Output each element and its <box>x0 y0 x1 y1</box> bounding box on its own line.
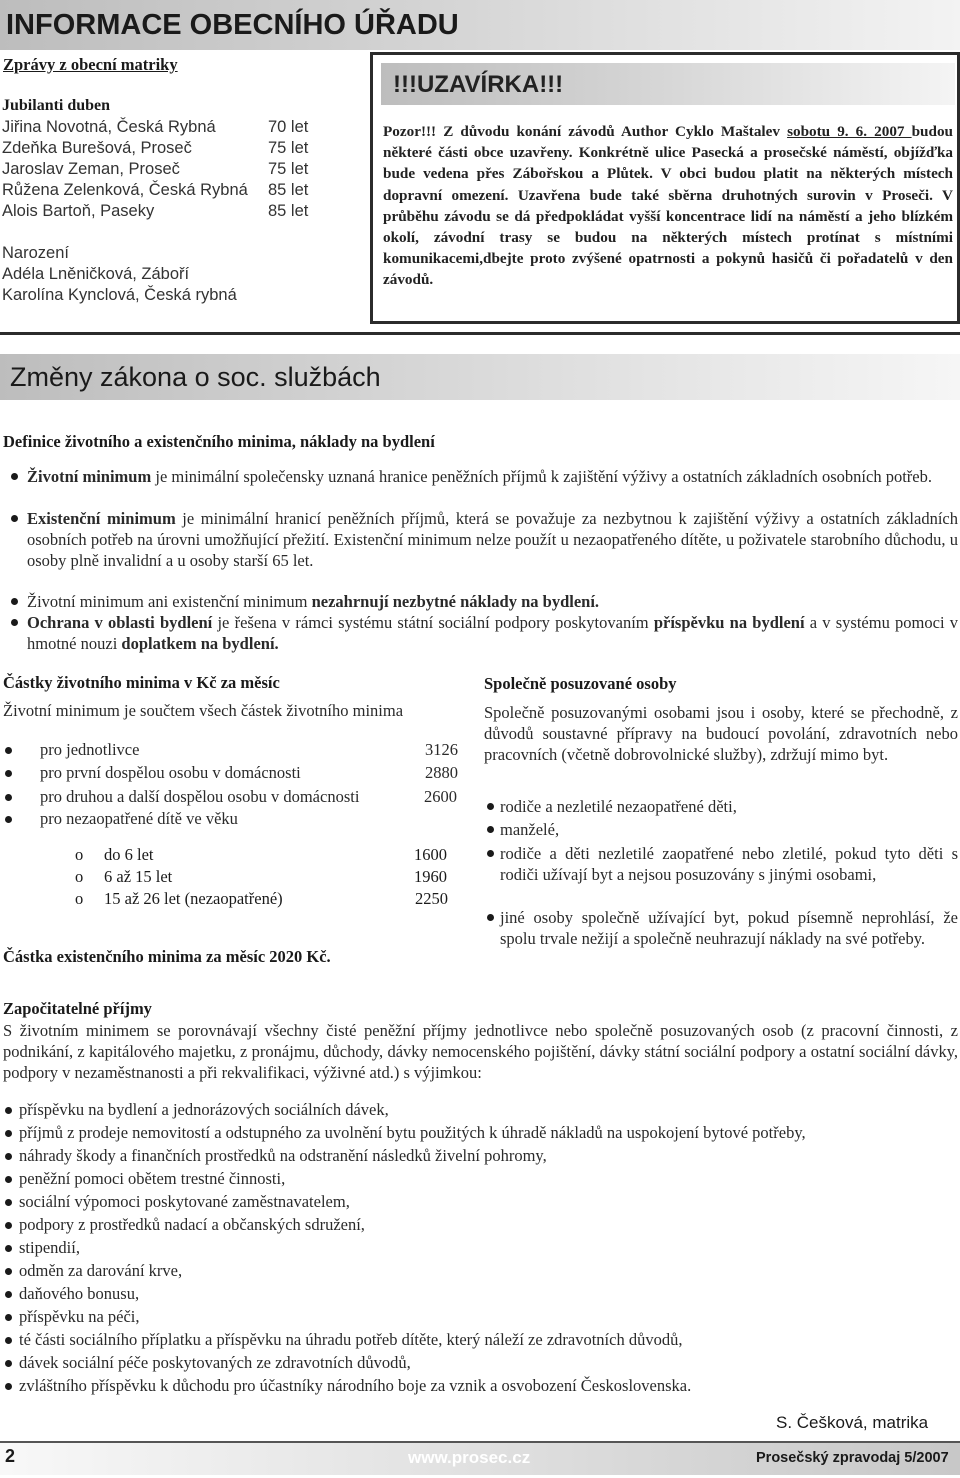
age-bracket-label: 6 až 15 let <box>104 867 173 886</box>
joint-person-item: jiné osoby společně užívající byt, pokud písemně neprohlásí, že spolu trvale nežijí a společně neuhrazují náklady na své potřeby. <box>500 908 958 948</box>
term-bold: Životní minimum <box>27 467 152 486</box>
closure-title-bar <box>381 63 955 105</box>
bullet-icon <box>5 794 12 801</box>
housing-protection-note <box>27 612 958 654</box>
definition-text: je minimální hranicí peněžních příjmů, která se považuje za nezbytnou k zajištění výživy a ostatních základních osobních potřeb na úrovni umožňující přežití. Existenční minimum nelze použít u nezaopatřeného dítěte, u poživatele starobního důchodu, u osoby plně invalidní a u osoby starší 65 let. <box>27 509 958 570</box>
publication-name: Prosečský zpravodaj 5/2007 <box>756 1450 949 1466</box>
bullet-icon <box>5 1222 12 1229</box>
amount-value: 2880 <box>425 763 458 782</box>
definition-living-minimum <box>27 466 958 487</box>
joint-person-item: manželé, <box>500 820 560 839</box>
bullet-icon <box>5 816 12 823</box>
jubilee-name: Jiřina Novotná, Česká Rybná <box>2 118 216 136</box>
note-text: je řešena v rámci systému státní sociální podpory poskytovaním <box>212 613 654 632</box>
definition-heading: Definice životního a existenčního minima, náklady na bydlení <box>3 432 435 451</box>
amount-label: pro jednotlivce <box>40 740 140 759</box>
bullet-icon <box>487 914 494 921</box>
income-exception: odměn za darování krve, <box>19 1261 183 1280</box>
age-bracket-value: 1600 <box>414 845 447 864</box>
bullet-icon <box>11 598 18 605</box>
housing-costs-note <box>27 591 958 612</box>
sub-marker: o <box>75 845 84 864</box>
closure-notice-box <box>370 52 960 324</box>
amounts-heading: Částky životního minima v Kč za měsíc <box>3 673 280 692</box>
age-bracket-value: 2250 <box>415 889 448 908</box>
age-bracket-label: do 6 let <box>104 845 154 864</box>
joint-persons-heading: Společně posuzované osoby <box>484 674 677 693</box>
bullet-icon <box>5 1130 12 1137</box>
bullet-icon <box>11 473 18 480</box>
amount-label: pro druhou a další dospělou osobu v domácnosti <box>40 787 360 806</box>
income-exception: zvláštního příspěvku k důchodu pro účastníky národního boje za vznik a osvobození Československa. <box>19 1376 692 1395</box>
closure-text-part: Pozor!!! Z důvodu konání závodů Author Cyklo Maštalev <box>383 123 788 140</box>
term-bold: Existenční minimum <box>27 509 176 528</box>
age-bracket-label: 15 až 26 let (nezaopatřené) <box>104 889 283 908</box>
note-text: a v systému pomoci v hmotné nouzi <box>27 613 959 653</box>
bullet-icon <box>5 1176 12 1183</box>
bullet-icon <box>5 770 12 777</box>
signature: S. Češková, matrika <box>776 1413 929 1432</box>
income-exception: stipendií, <box>19 1238 80 1257</box>
note-text: Životní minimum ani existenční minimum <box>27 592 312 611</box>
note-bold: nezahrnují nezbytné náklady na bydlení. <box>311 592 600 611</box>
birth-entry: Karolína Kynclová, Česká rybná <box>2 286 237 304</box>
closure-date: sobotu 9. 6. 2007 <box>787 123 912 140</box>
jubilee-heading: Jubilanti duben <box>2 97 111 114</box>
definition-existence-minimum <box>27 508 958 571</box>
income-heading: Započitatelné příjmy <box>3 999 152 1018</box>
joint-person-item: rodiče a nezletilé nezaopatřené děti, <box>500 797 737 816</box>
closure-title: !!!UZAVÍRKA!!! <box>393 71 564 98</box>
bullet-icon <box>5 1268 12 1275</box>
sub-marker: o <box>75 867 84 886</box>
bullet-icon <box>487 803 494 810</box>
amount-value: 2600 <box>424 787 457 806</box>
income-exception: peněžní pomoci obětem trestné činnosti, <box>19 1169 286 1188</box>
income-exception: příjmů z prodeje nemovitostí a odstupného za uvolnění bytu použitých k úhradě nákladů na uspokojení bytové potřeby, <box>19 1123 806 1142</box>
website-link[interactable]: www.prosec.cz <box>408 1448 531 1467</box>
income-intro: S životním minimem se porovnávají všechny čisté peněžní příjmy jednotlivce nebo společně posuzovaných osob (z pracovní činnosti, z podnikání, z kapitálového majetku, z pronájmu, důchody, dávky nemocenského pojištění, dávky státní sociální podpory a ostatní sociální dávky, podpory v nezaměstnanosti a při rekvalifikaci, výživné atd.) s výjimkou: <box>3 1021 958 1082</box>
amounts-intro: Životní minimum je součtem všech částek životního minima <box>3 701 404 720</box>
jubilee-age: 85 let <box>268 202 309 220</box>
bullet-icon <box>5 1153 12 1160</box>
bullet-icon <box>5 1245 12 1252</box>
footer-rule <box>0 1441 960 1443</box>
changes-header-bar <box>0 354 960 400</box>
jubilee-name: Zdeňka Burešová, Proseč <box>2 139 192 157</box>
income-exception: náhrady škody a finančních prostředků na odstranění následků živelní pohromy, <box>19 1146 547 1165</box>
bullet-icon <box>5 1314 12 1321</box>
bullet-icon <box>487 826 494 833</box>
jubilee-age: 85 let <box>268 181 309 199</box>
changes-title: Změny zákona o soc. službách <box>10 362 381 392</box>
jubilee-row <box>2 181 322 202</box>
bullet-icon <box>5 1337 12 1344</box>
page-header <box>0 0 960 50</box>
income-exception: dávek sociální péče poskytovaných ze zdravotních důvodů, <box>19 1353 411 1372</box>
income-exception: příspěvku na péči, <box>19 1307 140 1326</box>
joint-persons-intro: Společně posuzovanými osobami jsou i osoby, které se přechodně, z důvodů soustavné přípravy na budoucí povolání, zdravotních nebo pracovních (včetně dobrovolnické služby), zdržují mimo byt. <box>484 703 958 764</box>
page-footer <box>0 1441 960 1475</box>
bullet-icon <box>5 1199 12 1206</box>
page-number: 2 <box>5 1446 16 1466</box>
bullet-icon <box>5 1107 12 1114</box>
jubilee-row <box>2 160 322 181</box>
bullet-icon <box>11 619 18 626</box>
income-exception: příspěvku na bydlení a jednorázových sociálních dávek, <box>19 1100 389 1119</box>
existence-minimum-amount: Částka existenčního minima za měsíc 2020 Kč. <box>3 947 331 966</box>
joint-person-item: rodiče a děti nezletilé zaopatřené nebo zletilé, pokud tyto děti s rodiči užívají byt a nejsou posuzovány s jinými osobami, <box>500 844 958 884</box>
note-bold: Ochrana v oblasti bydlení <box>27 613 213 632</box>
bullet-icon <box>5 1383 12 1390</box>
note-bold: příspěvku na bydlení <box>653 613 805 632</box>
sub-marker: o <box>75 889 84 908</box>
bullet-icon <box>5 1360 12 1367</box>
bullet-icon <box>5 1291 12 1298</box>
jubilee-name: Růžena Zelenková, Česká Rybná <box>2 181 248 199</box>
income-exception: té části sociálního příplatku a příspěvku na úhradu potřeb dítěte, který náleží ze zdravotních důvodů, <box>19 1330 683 1349</box>
age-bracket-value: 1960 <box>414 867 447 886</box>
section-divider <box>0 332 960 335</box>
jubilee-row <box>2 118 322 139</box>
bullet-icon <box>487 850 494 857</box>
jubilee-age: 75 let <box>268 139 309 157</box>
amount-value: 3126 <box>425 740 458 759</box>
jubilee-row <box>2 202 322 223</box>
definition-text: je minimální společensky uznaná hranice peněžních příjmů k zajištění výživy a ostatních základních osobních potřeb. <box>151 467 932 486</box>
amount-label: pro první dospělou osobu v domácnosti <box>40 763 301 782</box>
note-bold: doplatkem na bydlení. <box>121 634 279 653</box>
amount-label: pro nezaopatřené dítě ve věku <box>40 809 238 828</box>
income-exception: podpory z prostředků nadací a občanských sdružení, <box>19 1215 365 1234</box>
closure-text-part: budou některé části obce uzavřeny. Konkrétně ulice Pasecká a prosečské náměstí, objížďka bude vedena přes Zábořskou a Plůtek. V obci budou platit na některých místech dopravní omezení. Uzavřena bude také sběrna druhotných surovin v Proseči. V průběhu závodu se dá předpokládat vyšší koncentrace lidí na náměstí a jeho blízkém okolí, závodní trasy se budou na některých místech protínat s místními komunikacemi,dbejte proto zvýšené opatrnosti a pokynů hasičů či pořadatelů v den závodů. <box>383 123 953 289</box>
jubilee-age: 70 let <box>268 118 309 136</box>
page-title: INFORMACE OBECNÍHO ÚŘADU <box>6 9 459 41</box>
births-heading: Narození <box>2 244 69 262</box>
birth-entry: Adéla Lněničková, Záboří <box>2 265 190 283</box>
jubilee-name: Jaroslav Zeman, Proseč <box>2 160 180 178</box>
income-exception: daňového bonusu, <box>19 1284 140 1303</box>
bullet-icon <box>11 515 18 522</box>
bullet-icon <box>5 747 12 754</box>
income-exception: sociální výpomoci poskytované zaměstnavatelem, <box>19 1192 350 1211</box>
closure-text <box>383 121 953 291</box>
jubilee-age: 75 let <box>268 160 309 178</box>
jubilee-name: Alois Bartoň, Paseky <box>2 202 155 220</box>
registry-title: Zprávy z obecní matriky <box>3 55 178 74</box>
jubilee-row <box>2 139 322 160</box>
